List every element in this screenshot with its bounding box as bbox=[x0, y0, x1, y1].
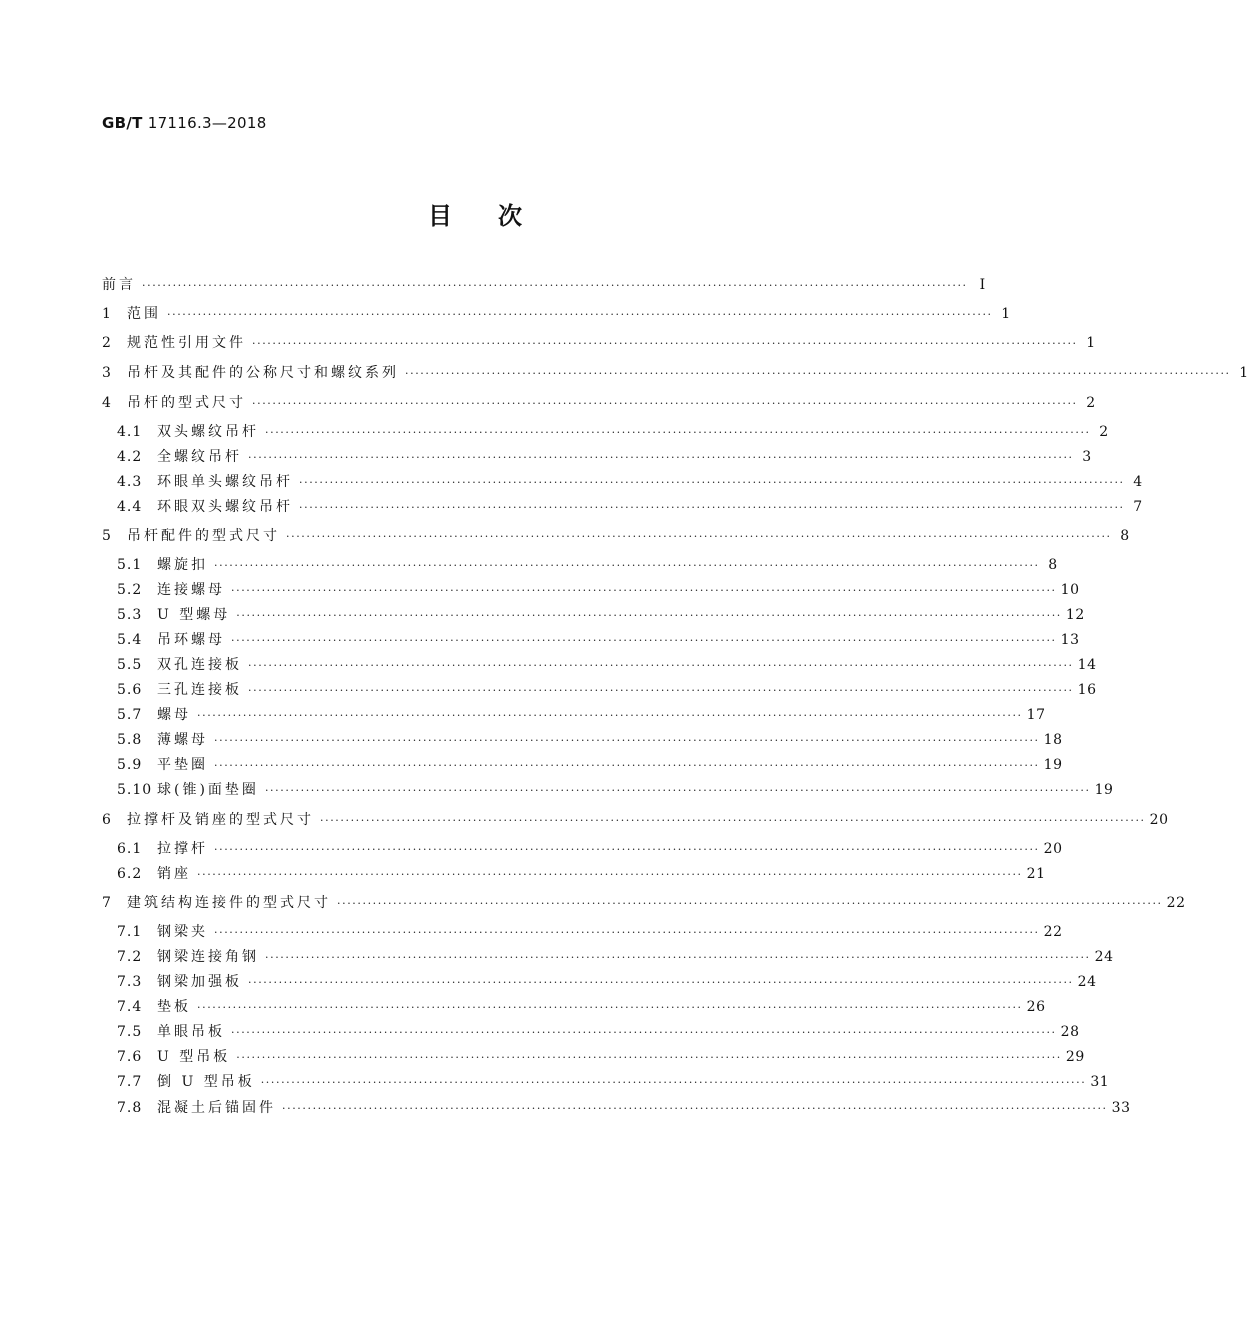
toc-leader-dots: ·································································································································································· bbox=[252, 397, 1078, 410]
toc-entry[interactable] bbox=[117, 680, 1097, 700]
toc-entry[interactable] bbox=[117, 580, 1080, 600]
toc-entry-label: 钢梁连接角钢 bbox=[157, 949, 259, 965]
toc-entry[interactable] bbox=[117, 997, 1046, 1017]
toc-entry-page: 20 bbox=[1043, 841, 1063, 857]
toc-entry-number: 5.9 bbox=[117, 757, 143, 773]
toc-entry-page: 12 bbox=[1065, 607, 1085, 623]
toc-leader-dots: ·································································································································································· bbox=[282, 1102, 1108, 1115]
toc-entry-number: 7.5 bbox=[117, 1024, 143, 1040]
toc-entry-number: 3 bbox=[102, 365, 112, 381]
toc-leader-dots: ·································································································································································· bbox=[248, 451, 1074, 464]
toc-entry-page: 10 bbox=[1060, 582, 1080, 598]
toc-leader-dots: ·································································································································································· bbox=[197, 1001, 1023, 1014]
toc-entry-number: 5.8 bbox=[117, 732, 143, 748]
toc-entry[interactable] bbox=[102, 333, 1096, 353]
toc-entry-number: 6.1 bbox=[117, 841, 143, 857]
toc-entry-page: 18 bbox=[1043, 732, 1063, 748]
toc-leader-dots: ·································································································································································· bbox=[337, 897, 1163, 910]
toc-entry[interactable] bbox=[102, 304, 1011, 324]
toc-leader-dots: ·································································································································································· bbox=[231, 634, 1057, 647]
toc-entry[interactable] bbox=[117, 447, 1092, 467]
toc-entry-label: 平垫圈 bbox=[157, 757, 208, 773]
toc-entry-number: 5 bbox=[102, 528, 112, 544]
standard-prefix: GB/T bbox=[102, 114, 143, 132]
toc-entry-page: 7 bbox=[1133, 499, 1143, 515]
standard-number: 17116.3—2018 bbox=[147, 114, 267, 132]
toc-entry[interactable] bbox=[117, 730, 1063, 750]
toc-entry-label: 吊杆配件的型式尺寸 bbox=[127, 528, 280, 544]
toc-entry-page: 26 bbox=[1026, 999, 1046, 1015]
toc-entry-page: 8 bbox=[1048, 557, 1058, 573]
toc-entry-label: 钢梁夹 bbox=[157, 924, 208, 940]
toc-leader-dots: ·································································································································································· bbox=[405, 367, 1231, 380]
toc-entry-label: 范围 bbox=[127, 306, 161, 322]
toc-entry-label: 倒 U 型吊板 bbox=[157, 1074, 255, 1090]
toc-entry-page: 14 bbox=[1077, 657, 1097, 673]
toc-entry-page: 1 bbox=[1086, 335, 1096, 351]
toc-entry-label: 拉撑杆及销座的型式尺寸 bbox=[127, 812, 314, 828]
toc-entry-number: 7.3 bbox=[117, 974, 143, 990]
toc-leader-dots: ·································································································································································· bbox=[214, 759, 1040, 772]
toc-entry-number: 5.5 bbox=[117, 657, 143, 673]
toc-entry-page: 1 bbox=[1001, 306, 1011, 322]
toc-entry-page: Ⅰ bbox=[979, 277, 986, 293]
toc-entry-number: 6.2 bbox=[117, 866, 143, 882]
toc-entry-number: 7.6 bbox=[117, 1049, 143, 1065]
toc-entry-page: 2 bbox=[1099, 424, 1109, 440]
toc-entry[interactable] bbox=[117, 605, 1085, 625]
toc-entry-page: 1 bbox=[1239, 365, 1249, 381]
toc-entry[interactable] bbox=[117, 1072, 1110, 1092]
toc-leader-dots: ·································································································································································· bbox=[142, 279, 968, 292]
toc-entry-label: 钢梁加强板 bbox=[157, 974, 242, 990]
toc-entry[interactable] bbox=[117, 922, 1063, 942]
toc-leader-dots: ·································································································································································· bbox=[248, 659, 1074, 672]
toc-entry[interactable] bbox=[102, 275, 986, 295]
toc-entry-number: 2 bbox=[102, 335, 112, 351]
toc-leader-dots: ·································································································································································· bbox=[265, 426, 1091, 439]
toc-entry-number: 4.1 bbox=[117, 424, 143, 440]
toc-entry[interactable] bbox=[102, 893, 1186, 913]
toc-entry-label: 规范性引用文件 bbox=[127, 335, 246, 351]
toc-entry[interactable] bbox=[117, 864, 1046, 884]
toc-entry-label: 环眼单头螺纹吊杆 bbox=[157, 474, 293, 490]
toc-entry-label: 连接螺母 bbox=[157, 582, 225, 598]
toc-entry-label: 球(锥)面垫圈 bbox=[157, 782, 259, 798]
toc-leader-dots: ·································································································································································· bbox=[236, 609, 1062, 622]
toc-entry-page: 16 bbox=[1077, 682, 1097, 698]
toc-entry-number: 7.1 bbox=[117, 924, 143, 940]
toc-entry-number: 5.2 bbox=[117, 582, 143, 598]
toc-entry-number: 5.3 bbox=[117, 607, 143, 623]
toc-entry[interactable] bbox=[102, 526, 1130, 546]
toc-entry[interactable] bbox=[102, 393, 1096, 413]
toc-entry-label: 前言 bbox=[102, 277, 136, 293]
toc-leader-dots: ·································································································································································· bbox=[197, 709, 1023, 722]
toc-entry-label: 吊环螺母 bbox=[157, 632, 225, 648]
toc-entry-label: 双头螺纹吊杆 bbox=[157, 424, 259, 440]
toc-entry-page: 22 bbox=[1043, 924, 1063, 940]
toc-entry-page: 20 bbox=[1149, 812, 1169, 828]
toc-entry[interactable] bbox=[117, 755, 1063, 775]
toc-leader-dots: ·································································································································································· bbox=[264, 784, 1091, 797]
toc-entry[interactable] bbox=[117, 630, 1080, 650]
toc-leader-dots: ·································································································································································· bbox=[167, 308, 993, 321]
toc-entry-page: 28 bbox=[1060, 1024, 1080, 1040]
toc-leader-dots: ·································································································································································· bbox=[248, 976, 1074, 989]
toc-leader-dots: ·································································································································································· bbox=[214, 926, 1040, 939]
toc-entry-page: 4 bbox=[1133, 474, 1143, 490]
toc-leader-dots: ·································································································································································· bbox=[248, 684, 1074, 697]
toc-leader-dots: ·································································································································································· bbox=[286, 530, 1112, 543]
toc-entry-page: 21 bbox=[1026, 866, 1046, 882]
toc-entry-page: 3 bbox=[1082, 449, 1092, 465]
toc-entry-label: 环眼双头螺纹吊杆 bbox=[157, 499, 293, 515]
toc-entry-number: 7.2 bbox=[117, 949, 143, 965]
toc-entry-label: 三孔连接板 bbox=[157, 682, 242, 698]
toc-entry-number: 7 bbox=[102, 895, 112, 911]
toc-entry[interactable] bbox=[117, 555, 1058, 575]
toc-entry-number: 1 bbox=[102, 306, 112, 322]
toc-leader-dots: ·································································································································································· bbox=[252, 337, 1078, 350]
toc-entry-page: 19 bbox=[1043, 757, 1063, 773]
toc-entry[interactable] bbox=[117, 1047, 1085, 1067]
toc-entry[interactable] bbox=[117, 780, 1114, 800]
toc-leader-dots: ·································································································································································· bbox=[320, 814, 1146, 827]
toc-entry-page: 31 bbox=[1090, 1074, 1110, 1090]
toc-entry-label: U 型吊板 bbox=[157, 1049, 231, 1065]
toc-leader-dots: ·································································································································································· bbox=[299, 501, 1125, 514]
toc-entry[interactable] bbox=[117, 839, 1063, 859]
toc-entry-number: 5.4 bbox=[117, 632, 143, 648]
toc-entry-page: 2 bbox=[1086, 395, 1096, 411]
toc-entry-label: 双孔连接板 bbox=[157, 657, 242, 673]
toc-entry-number: 7.8 bbox=[117, 1100, 143, 1116]
toc-entry-label: 薄螺母 bbox=[157, 732, 208, 748]
toc-entry-label: 全螺纹吊杆 bbox=[157, 449, 242, 465]
toc-entry-page: 33 bbox=[1111, 1100, 1131, 1116]
toc-entry[interactable] bbox=[102, 810, 1169, 830]
toc-entry-label: 混凝土后锚固件 bbox=[157, 1100, 276, 1116]
toc-entry[interactable] bbox=[117, 1022, 1080, 1042]
toc-leader-dots: ·································································································································································· bbox=[260, 1076, 1087, 1089]
toc-entry-label: 螺母 bbox=[157, 707, 191, 723]
toc-entry-label: 建筑结构连接件的型式尺寸 bbox=[127, 895, 331, 911]
toc-entry-label: 吊杆的型式尺寸 bbox=[127, 395, 246, 411]
toc-entry-page: 22 bbox=[1166, 895, 1186, 911]
toc-leader-dots: ·································································································································································· bbox=[236, 1051, 1062, 1064]
toc-entry-label: 垫板 bbox=[157, 999, 191, 1015]
toc-entry-number: 4.4 bbox=[117, 499, 143, 515]
toc-entry[interactable] bbox=[117, 1098, 1131, 1118]
toc-entry[interactable] bbox=[117, 655, 1097, 675]
toc-entry-page: 13 bbox=[1060, 632, 1080, 648]
toc-entry-number: 7.4 bbox=[117, 999, 143, 1015]
toc-entry[interactable] bbox=[117, 947, 1114, 967]
toc-entry[interactable] bbox=[102, 363, 1249, 383]
page-title: 目次 bbox=[428, 202, 568, 230]
toc-entry[interactable] bbox=[117, 422, 1109, 442]
toc-entry-number: 4 bbox=[102, 395, 112, 411]
toc-entry-number: 4.3 bbox=[117, 474, 143, 490]
toc-entry-label: 螺旋扣 bbox=[157, 557, 208, 573]
toc-entry-page: 17 bbox=[1026, 707, 1046, 723]
toc-entry[interactable] bbox=[117, 472, 1143, 492]
toc-leader-dots: ·································································································································································· bbox=[265, 951, 1091, 964]
toc-entry-number: 4.2 bbox=[117, 449, 143, 465]
toc-leader-dots: ·································································································································································· bbox=[231, 584, 1057, 597]
toc-entry-label: 拉撑杆 bbox=[157, 841, 208, 857]
toc-leader-dots: ·································································································································································· bbox=[214, 843, 1040, 856]
toc-entry[interactable] bbox=[117, 972, 1097, 992]
toc-entry-label: U 型螺母 bbox=[157, 607, 231, 623]
toc-entry-page: 19 bbox=[1094, 782, 1114, 798]
toc-entry-number: 5.7 bbox=[117, 707, 143, 723]
toc-entry-page: 8 bbox=[1120, 528, 1130, 544]
toc-leader-dots: ·································································································································································· bbox=[299, 476, 1125, 489]
toc-entry-page: 24 bbox=[1094, 949, 1114, 965]
toc-entry-label: 销座 bbox=[157, 866, 191, 882]
toc-entry[interactable] bbox=[117, 497, 1143, 517]
toc-entry-number: 7.7 bbox=[117, 1074, 143, 1090]
toc-entry-number: 6 bbox=[102, 812, 112, 828]
toc-entry-label: 吊杆及其配件的公称尺寸和螺纹系列 bbox=[127, 365, 399, 381]
toc-leader-dots: ·································································································································································· bbox=[197, 868, 1023, 881]
toc-entry-page: 29 bbox=[1065, 1049, 1085, 1065]
toc-entry-label: 单眼吊板 bbox=[157, 1024, 225, 1040]
toc-entry-page: 24 bbox=[1077, 974, 1097, 990]
toc-entry-number: 5.6 bbox=[117, 682, 143, 698]
toc-entry-number: 5.10 bbox=[117, 782, 153, 798]
toc-leader-dots: ·································································································································································· bbox=[214, 734, 1040, 747]
toc-leader-dots: ·································································································································································· bbox=[214, 559, 1040, 572]
toc-leader-dots: ·································································································································································· bbox=[231, 1026, 1057, 1039]
toc-entry-number: 5.1 bbox=[117, 557, 143, 573]
toc-entry[interactable] bbox=[117, 705, 1046, 725]
